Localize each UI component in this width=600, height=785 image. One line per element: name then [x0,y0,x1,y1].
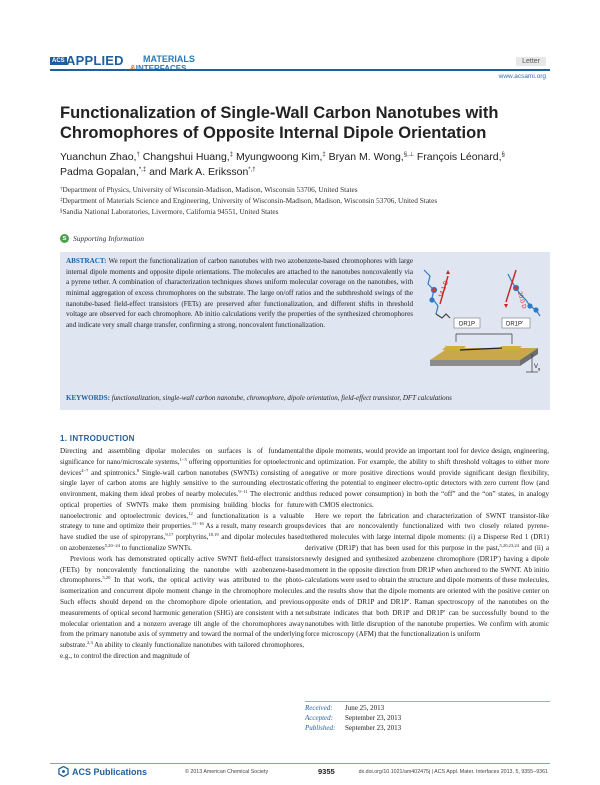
author-name[interactable]: Padma Gopalan, [60,165,139,178]
affiliation-item [60,196,560,207]
acs-badge: ACS [52,58,65,64]
received-rule [305,701,550,702]
keywords-label: KEYWORDS: [66,394,110,402]
acs-hexagon-icon [58,766,69,777]
body-column-right [305,446,549,640]
publisher-name: ACS Publications [72,766,148,777]
author-affiliation-mark: ‡ [322,152,326,158]
supporting-information[interactable] [60,234,144,243]
published-date: September 23, 2013 [345,724,402,733]
author-name[interactable]: Yuanchun Zhao, [60,151,137,163]
published-label: Published: [305,724,336,733]
accepted-label: Accepted: [305,714,333,723]
affiliation-text: Department of Physics, University of Wisconsin-Madison, Madison, Wisconsin 53706, United States [62,185,358,194]
keywords-list: functionalization, single-wall carbon nanotube, chromophore, dipole orientation, field-effect transistor, DFT calculations [111,394,452,402]
copyright: © 2013 American Chemical Society [185,769,269,775]
keywords [66,394,546,402]
author-name[interactable]: Bryan M. Wong, [328,151,404,163]
received-date: June 25, 2013 [345,704,385,712]
dr1p-molecule-icon [424,270,450,318]
author-name[interactable]: Myungwoong Kim, [236,151,323,163]
logo-materials: MATERIALS [143,54,195,64]
journal-url-link[interactable]: www.acsami.org [498,73,546,80]
logo-applied: APPLIED [66,53,124,68]
acs-publications-logo[interactable] [58,766,147,777]
dr1p-prime-label: DR1P' [506,321,524,328]
section-heading: 1. INTRODUCTION [60,434,135,443]
published-row [305,723,401,733]
author-affiliation-mark: § [501,152,505,158]
abstract-label: ABSTRACT: [66,257,107,265]
body-paragraph: Previous work has demonstrated optically active SWNT field-effect transistors (FETs) by noncovalently functionalizing the nanotube with azobenzene-based chromophores.$^{5,20}$ In that work, the optical activity was attributed to the photo-isomerization and concurrent dipole moment change in the chromophore molecules. Such effects should depend on the chromophore dipole orientation, and previous measurements of optical second harmonic generation (SHG) are consistent with a net molecular orientation and a nonzero average tilt angle of the choromophores away from the primary nanotube axis of symmetry and toward the normal of the underlying substrate.$^{2,3}$ An ability to cleanly functionalize nanotubes with tailored chromophores, e.g., to control the direction and magnitude of [60,554,304,660]
vg-label: V [534,364,539,370]
abstract-text: We report the functionalization of carbon nanotubes with two azobenzene-based chromophores with large internal dipole moments and opposite dipole orientations. The molecules are attached to the nanotubes noncovalently via a pyrene tether. A combination of characterization techniques shows uniform molecular coverage on the nanotubes, with minimal aggregation of excess chromophores on the substrate. The large on/off ratios and the subthreshold swings of the nanotube-based field-effect transistors (FETs) are preserved after functionalization, and different shifts in threshold voltage are observed for each chromophore. Ab initio calculations verify the properties of the synthesized chromophores and indicate very small charge transfer, confirming a strong, noncovalent functionalization. [66,257,413,329]
author-affiliation-mark: §,⊥ [403,152,414,158]
footer-rule [50,763,550,764]
author-affiliation-mark: *,‡ [138,166,147,173]
publication-dates [305,703,401,733]
fet-device-icon [430,334,541,372]
accepted-date: September 23, 2013 [345,714,402,723]
affiliation-text: Department of Materials Science and Engineering, University of Wisconsin-Madison, Madison, Wisconsin 53706, United States [62,195,438,205]
article-title: Functionalization of Single-Wall Carbon Nanotubes with Chromophores of Opposite Internal Dipole Orientation [60,104,499,143]
author-affiliation-mark: *,† [248,166,256,173]
author-affiliation-mark: ‡ [229,152,234,158]
author-list [60,150,550,180]
affiliation-mark: § [60,208,63,214]
author-name[interactable]: François Léonard, [416,151,502,163]
received-label: Received: [305,704,333,712]
affiliation-item [60,207,560,218]
affiliation-item [60,185,560,196]
body-column-left [60,446,304,662]
affiliation-mark: † [60,187,63,192]
header-rule [50,69,550,71]
supporting-info-icon: s [60,234,69,243]
affiliation-mark: ‡ [60,197,63,203]
vg-subscript: g [538,366,541,371]
author-name[interactable]: Changshui Huang, [142,151,230,163]
dipole-left-label: 14.1 D [438,280,450,299]
affiliation-text: Sandia National Laboratories, Livermore, California 94551, United States [62,206,279,216]
article-type-badge: Letter [516,57,546,66]
received-row [305,703,401,713]
abstract-box [60,252,550,410]
author-affiliation-mark: † [136,152,140,158]
author-name[interactable]: and Mark A. Eriksson [149,165,249,178]
doi-citation[interactable]: dx.doi.org/10.1021/am402475j | ACS Appl. Mater. Interfaces 2013, 5, 9355−9361 [358,769,548,775]
dr1p-label: DR1P [459,321,476,328]
body-paragraph: Directing and assembling dipolar molecules on surfaces is of fundamental significance for nano/microscale systems,$^{1-3}$ offering opportunities for optoelectronic devices$^{4-7}$ and spintronics.$^8$ Single-wall carbon nanotubes (SWNTs) consisting of a single layer of carbon atoms are highly sensitive to the surrounding electrostatic environment, making them ideal probes of nearby molecules.$^{9-11}$ The electronic and optical properties of SWNTs make them promising building blocks for future nanoelectronic and optoelectronic devices,$^{12}$ and functionalization is a valuable strategy to tune and optimize their properties.$^{13-16}$ As a result, many research groups have studied the use of spiropyrans,$^{9,17}$ porphyrins,$^{18,19}$ and dipolar molecules based on azobenzenes$^{5,20-24}$ to functionalize SWNTs. [60,447,305,553]
dipole-right-label: 20.0 D [516,290,527,310]
body-paragraph: the dipole moments, would provide an important tool for device design, engineering, and optimization. For example, the ability to shift threshold voltages to either more negative or more positive directions would provide significant design flexibility, offering the potential to engineer electro-optic detectors with zero current flow (and thus reduced power consumption) in both the “off” and the “on” states, in analogy with CMOS electronics. [305,447,549,509]
supporting-info-link[interactable]: Supporting Information [73,234,145,243]
accepted-row [305,713,401,723]
abstract [66,256,413,330]
body-paragraph: Here we report the fabrication and characterization of SWNT transistor-like devices that are noncovalently functionalized with two closely related pyrene-tethered molecules with large internal dipole moments: (i) a Disperse Red 1 (DR1) derivative (DR1P) that has been used for this purpose in the past,$^{5,20,23,24}$ and (ii) a newly designed and synthesized azobenzene chromophore (DR1P′) having a dipole moment in the opposite direction from DR1P when anchored to the SWNT. Ab initio calculations were used to obtain the structure and dipole moments of these molecules, and the results show that the dipole moments are oriented with the positive center on opposite ends of DR1P and DR1P′. Raman spectroscopy of the nanotubes on the substrate indicates that both DR1P and DR1P′ can be successfully bound to the nanotubes with little disruption of the nanotube properties. We confirm with atomic force microscopy (AFM) that the functionalization is uniform [305,511,549,639]
affiliations [60,185,560,218]
page-number: 9355 [318,767,335,776]
toc-graphic [420,262,545,380]
